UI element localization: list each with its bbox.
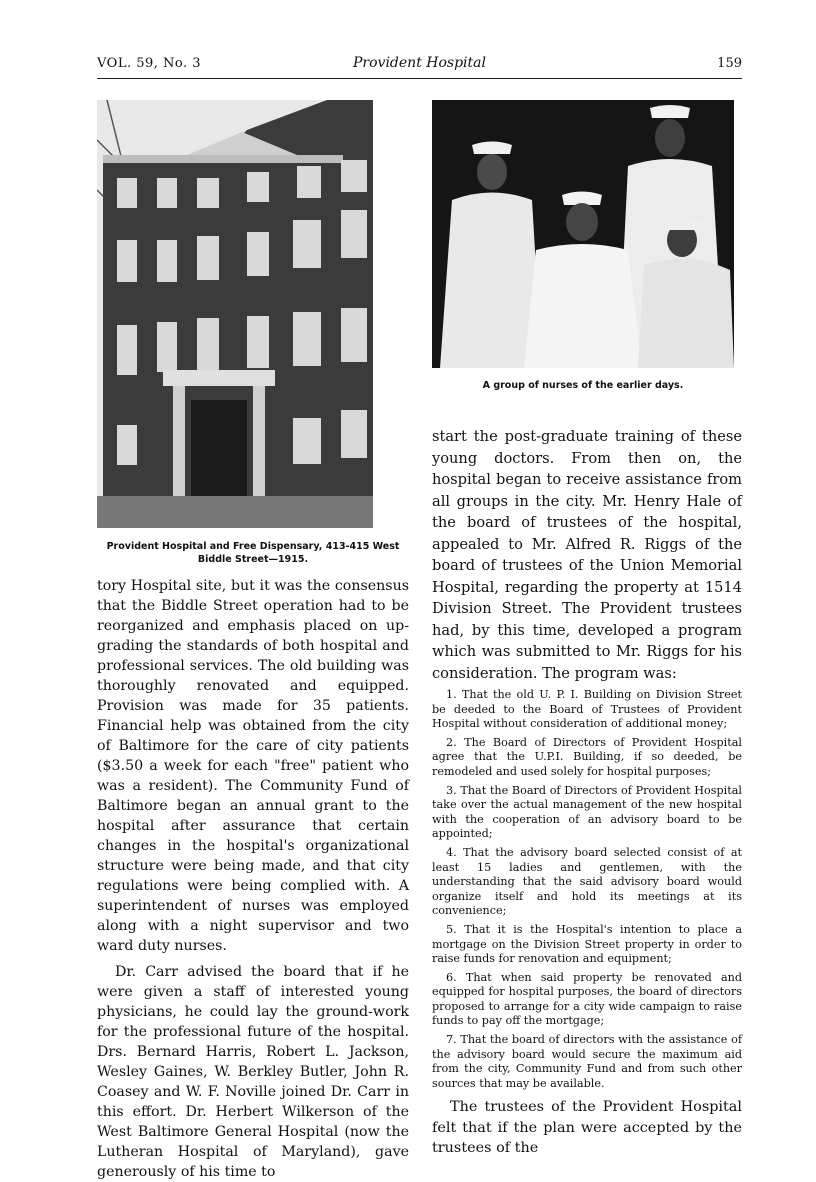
left-column [97, 100, 409, 1182]
program-item: 5. That it is the Hospital's intention to place a mortgage on the Division Street property in order to raise funds for renovation and equipment; [432, 922, 742, 966]
building-illustration [97, 100, 373, 528]
left-paragraph-2: Dr. Carr advised the board that if he were given a staff of interested young physicians, he could lay the ground-work for the professional future of the hospital. Drs. Bernard Harris, Robert L. Jackson, Wesley Gaines, W. Berkley Butler, John R. Coasey and W. F. Noville joined Dr. Carr in this effort. Dr. Herbert Wilkerson of the West Baltimore General Hospital (now the Lutheran Hospital of Maryland), gave generously of his time to [97, 964, 409, 1180]
program-item: 1. That the old U. P. I. Building on Division Street be deeded to the Board of Trustees of Provident Hospital without consideration of additional money; [432, 688, 742, 731]
right-paragraph-2: The trustees of the Provident Hospital felt that if the plan were accepted by the trustees of the [432, 1099, 742, 1157]
nurses-photo-caption: A group of nurses of the earlier days. [482, 380, 684, 391]
nurses-illustration [432, 100, 734, 368]
page-number: 159 [717, 56, 742, 71]
program-item: 6. That when said property be renovated and equipped for hospital purposes, the board of directors proposed to arrange for a city wide campaign to raise funds to pay off the mortgage; [432, 970, 742, 1028]
program-item: 2. The Board of Directors of Provident Hospital agree that the U.P.I. Building, if so deeded, be remodeled and used solely for hospital purposes; [432, 735, 742, 778]
program-item: 3. That the Board of Directors of Provident Hospital take over the actual management of the new hospital with the cooperation of an advisory board to be appointed; [432, 783, 742, 841]
program-item: 7. That the board of directors with the assistance of the advisory board would secure the maximum aid from the city, Community Fund and from such other sources that may be available. [432, 1033, 742, 1090]
hospital-building-photo [97, 100, 373, 528]
left-paragraph-1: tory Hospital site, but it was the consensus that the Biddle Street operation had to be reorganized and emphasis placed on up-grading the standards of both hospital and professional services. The old building was thoroughly renovated and equipped. Provision was made for 35 patients. Financial help was obtained from the city of Baltimore for the care of city patients ($3.50 a week for each "free" patient who was a resident). The Community Fund of Baltimore began an annual grant to the hospital after assurance that certain changes in the hospital's organizational structure were being made, and that city regulations were being complied with. A superintendent of nurses was employed along with a night supervisor and two ward duty nurses. [97, 578, 409, 954]
building-photo-caption: Provident Hospital and Free Dispensary, 413-415 West Biddle Street—1915. [106, 541, 400, 565]
program-item: 4. That the advisory board selected consist of at least 15 ladies and gentlemen, with the understanding that the said advisory board would organize itself and hold its meetings at its convenience; [432, 845, 742, 918]
journal-running-title: Provident Hospital [353, 55, 486, 71]
program-list [432, 688, 742, 1091]
running-header [97, 54, 742, 79]
right-column [432, 100, 742, 1159]
volume-label: VOL. 59, No. 3 [97, 56, 202, 71]
nurses-group-photo [432, 100, 734, 368]
right-paragraph-1: start the post-graduate training of these young doctors. From then on, the hospital began to receive assistance from all groups in the city. Mr. Henry Hale of the board of trustees of the hospital, appealed to Mr. Alfred R. Riggs of the board of trustees of the Union Memorial Hospital, regarding the property at 1514 Division Street. The Provident trustees had, by this time, developed a program which was submitted to Mr. Riggs for his consideration. The program was: [432, 428, 742, 682]
